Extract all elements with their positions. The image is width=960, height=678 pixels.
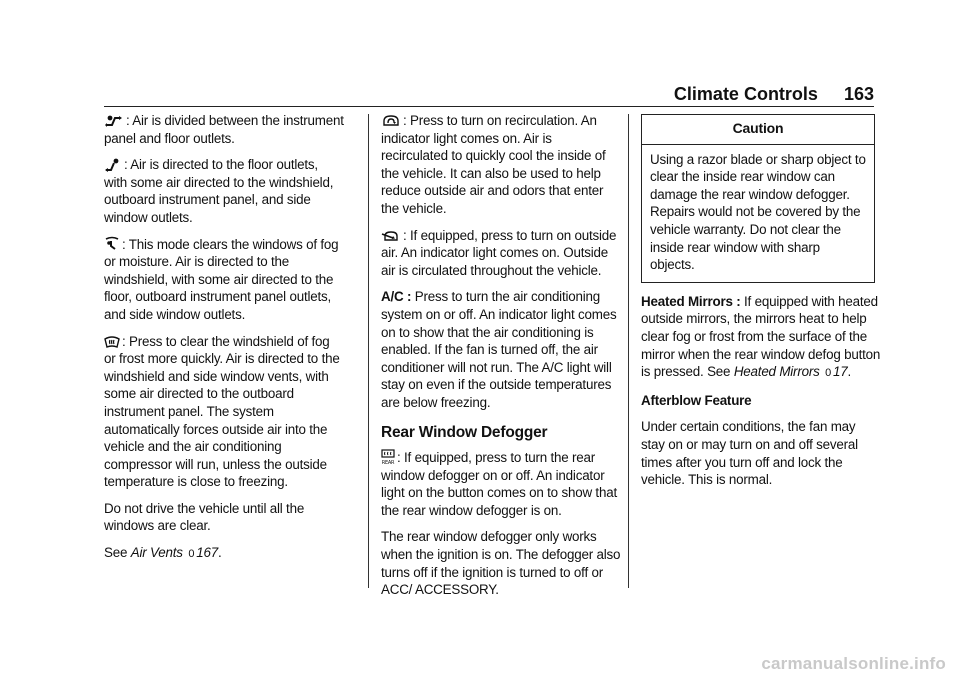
page-ref-arrow: 0	[188, 548, 195, 561]
page-ref-arrow: 0	[825, 367, 832, 380]
bi-level-paragraph: : Air is divided between the instrument panel and floor outlets.	[104, 113, 344, 146]
rear-defogger-heading: Rear Window Defogger	[381, 423, 548, 441]
recirculation-icon	[381, 114, 401, 128]
page-ref-number[interactable]: 167	[196, 545, 218, 561]
heated-mirrors-paragraph: Heated Mirrors : If equipped with heated outside mirrors, the mirrors heat to help clear fog or frost from the surface of the mirror when the rear window defog button is pressed. See Heated Mirrors 0 17.	[641, 293, 881, 380]
outside-air-paragraph: : If equipped, press to turn on outside air. An indicator light comes on. Outside air is circulated throughout the vehicle.	[381, 227, 617, 278]
caution-body: Using a razor blade or sharp object to clear the inside rear window can damage the rear window defogger. Repairs would not be covered by the vehicle warranty. Do not clear the inside rear window with sharp objects.	[650, 151, 866, 273]
see-reference: See Air Vents 0 167.	[104, 545, 222, 561]
floor-mode-paragraph: : Air is directed to the floor outlets, with some air directed to the windshield, outboard instrument panel, and side window outlets.	[104, 157, 334, 225]
rear-defogger-icon	[381, 449, 395, 465]
defrost-icon	[104, 335, 120, 349]
defrost-paragraph: : Press to clear the windshield of fog or frost more quickly. Air is directed to the windshield and side window vents, with some air directed to the outboard instrument panel. The system automatically forces outside air into the vehicle and the air conditioning compressor will run, unless the outside temperature is close to freezing.	[104, 333, 340, 490]
caution-box	[641, 114, 875, 283]
defog-mode-paragraph: : This mode clears the windows of fog or moisture. Air is directed to the windshield, with some air directed to the floor, outboard instrument panel outlets, and side window outlets.	[104, 236, 339, 322]
column-divider	[628, 114, 629, 588]
heated-mirrors-label: Heated Mirrors :	[641, 293, 741, 309]
drive-warning: Do not drive the vehicle until all the windows are clear.	[104, 500, 305, 534]
watermark: carmanualsonline.info	[761, 654, 946, 673]
column-2	[381, 112, 621, 608]
page-ref-number[interactable]: 17	[833, 364, 848, 380]
column-1	[104, 112, 344, 573]
page-number: 163	[843, 84, 874, 104]
ac-paragraph: A/C : Press to turn the air conditioning system on or off. An indicator light comes on to show that the air conditioning is enabled. If the fan is turned off, the air conditioner will not run. The A/C light will stay on even if the outside temperatures are below freezing.	[381, 289, 617, 410]
svg-text:REAR: REAR	[381, 460, 395, 466]
recirculation-paragraph: : Press to turn on recirculation. An indicator light comes on. Air is recirculated to quickly cool the inside of the vehicle. It can also be used to help reduce outside air and odors that enter the vehicle.	[381, 113, 606, 216]
cross-reference-link[interactable]: Heated Mirrors	[733, 364, 820, 380]
afterblow-paragraph: Under certain conditions, the fan may stay on or may turn on and off several times after you turn off and lock the vehicle. This is normal.	[641, 419, 858, 488]
defogger-ignition-paragraph: The rear window defogger only works when the ignition is on. The defogger also turns off if the ignition is turned to off or ACC/ ACCESSORY.	[381, 529, 621, 598]
bi-level-mode-icon	[104, 114, 124, 128]
header-rule	[104, 106, 874, 107]
defog-mode-icon	[104, 236, 120, 252]
afterblow-heading: Afterblow Feature	[641, 392, 752, 408]
outside-air-icon	[381, 229, 401, 243]
floor-mode-icon	[104, 158, 122, 172]
section-title: Climate Controls	[673, 84, 818, 104]
cross-reference-link[interactable]: Air Vents	[130, 545, 183, 561]
column-3	[641, 112, 881, 498]
rear-defogger-paragraph: REAR : If equipped, press to turn the rear window defogger on or off. An indicator light on the button comes on to show that the rear window defogger is on.	[381, 450, 617, 518]
ac-label: A/C :	[381, 289, 412, 305]
column-divider	[368, 114, 369, 588]
page-header	[674, 84, 874, 105]
caution-title: Caution	[642, 115, 874, 145]
